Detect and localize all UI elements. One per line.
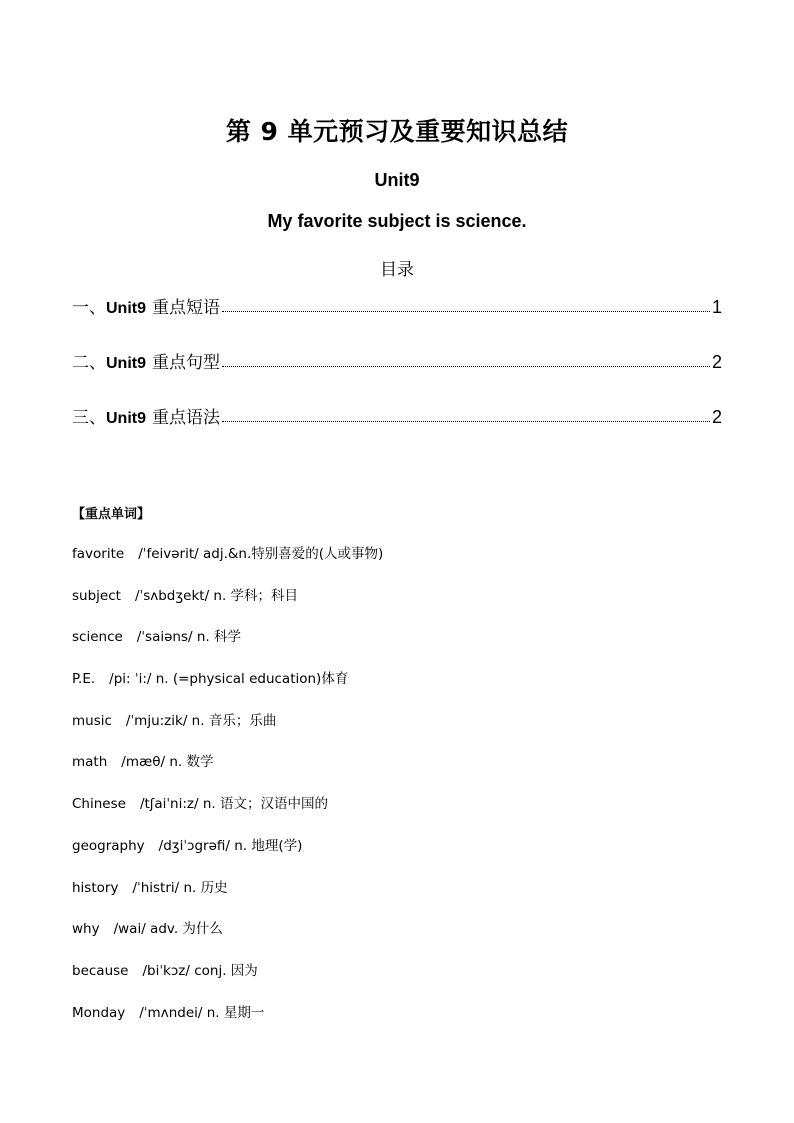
vocab-word: subject — [72, 587, 121, 604]
toc-item-number: 三、 — [72, 408, 106, 428]
toc-item-number: 一、 — [72, 298, 106, 318]
vocab-word: why — [72, 921, 100, 938]
toc-heading: 目录 — [380, 260, 414, 280]
toc-item-unit: Unit9 — [106, 410, 146, 427]
vocab-item — [72, 1001, 732, 1043]
toc-item-page: 2 — [711, 352, 722, 372]
vocab-word: music — [72, 712, 112, 729]
vocab-definition: /ˈmju:zik/ n. 音乐；乐曲 — [125, 712, 277, 729]
vocab-word: Chinese — [72, 796, 126, 813]
toc-item-unit: Unit9 — [106, 355, 146, 372]
vocab-item — [72, 542, 732, 584]
vocab-word: math — [72, 754, 108, 771]
vocab-definition: /ˈsaiəns/ n. 科学 — [136, 629, 241, 646]
vocab-heading: 【重点单词】 — [72, 507, 151, 522]
vocab-word: history — [72, 879, 119, 896]
unit-label: Unit9 — [374, 170, 420, 190]
vocab-item — [72, 667, 732, 709]
toc-item-label: 重点句型 — [152, 353, 220, 373]
vocab-list — [72, 542, 732, 1042]
vocab-definition: /pi: ˈi:/ n. (=physical education)体育 — [109, 671, 349, 688]
vocab-definition: /wai/ adv. 为什么 — [113, 921, 223, 938]
vocab-word: P.E. — [72, 671, 96, 688]
toc-item-grammar[interactable] — [72, 402, 722, 428]
vocab-word: because — [72, 962, 129, 979]
toc-item-label: 重点短语 — [152, 298, 220, 318]
vocab-word: Monday — [72, 1004, 126, 1021]
toc-item-page: 1 — [711, 297, 722, 317]
vocab-definition: /ˈmʌndei/ n. 星期一 — [139, 1004, 265, 1021]
vocab-item — [72, 959, 732, 1001]
vocab-definition: /mæθ/ n. 数学 — [121, 754, 214, 771]
toc-item-phrases[interactable] — [72, 292, 722, 318]
vocab-word: geography — [72, 837, 145, 854]
vocab-item — [72, 709, 732, 751]
vocab-definition: /tʃaiˈni:z/ n. 语文；汉语中国的 — [139, 796, 328, 813]
vocab-item — [72, 834, 732, 876]
vocab-word: favorite — [72, 546, 125, 562]
toc-leader-dots — [222, 311, 710, 312]
vocab-definition: /ˈsʌbdʒekt/ n. 学科；科目 — [134, 587, 299, 604]
unit-subtitle: My favorite subject is science. — [267, 211, 527, 231]
vocab-word: science — [72, 629, 123, 646]
vocab-item — [72, 917, 732, 959]
vocab-definition: /dʒiˈɔgrəfi/ n. 地理(学) — [158, 837, 303, 854]
vocab-definition: /ˈfeivərit/ adj.&n.特别喜爱的(人或事物) — [138, 546, 384, 562]
page-title: 第 9 单元预习及重要知识总结 — [225, 117, 569, 146]
toc-item-page: 2 — [711, 407, 722, 427]
toc-leader-dots — [222, 421, 710, 422]
vocab-item — [72, 750, 732, 792]
vocab-item — [72, 876, 732, 918]
vocab-item — [72, 584, 732, 626]
toc-item-sentences[interactable] — [72, 347, 722, 373]
toc-item-label: 重点语法 — [152, 408, 220, 428]
vocab-definition: /ˈhistri/ n. 历史 — [132, 879, 228, 896]
vocab-item — [72, 625, 732, 667]
toc-leader-dots — [222, 366, 710, 367]
vocab-item — [72, 792, 732, 834]
toc-item-unit: Unit9 — [106, 300, 146, 317]
toc-item-number: 二、 — [72, 353, 106, 373]
vocab-definition: /biˈkɔz/ conj. 因为 — [142, 962, 258, 979]
